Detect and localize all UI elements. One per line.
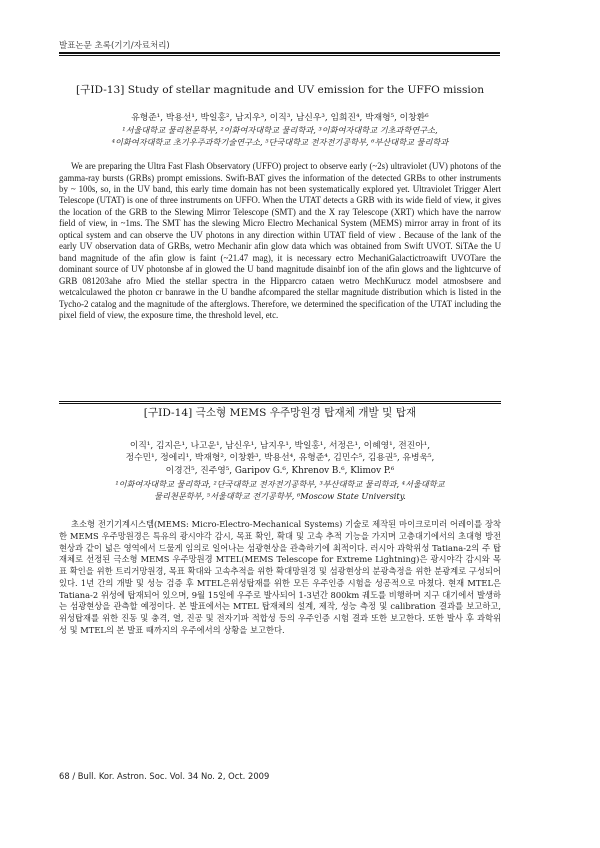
section-title: [구ID-13] Study of stellar magnitude and UV emission for the UFFO mission [75, 84, 485, 96]
section-guid-14 [59, 407, 501, 636]
section-guid-13 [59, 84, 501, 321]
affiliation-line: ¹이화여자대학교 물리학과, ²단국대학교 전자전기공학부, ³부산대학교 물리학과, ⁴서울대학교 [115, 479, 445, 490]
author-list: 유형준¹, 박용선¹, 박일홍², 남지우³, 이직³, 남신우³, 임희진⁴, 박재형⁵, 이창환⁶ [131, 112, 429, 123]
affiliation-line: ¹서울대학교 물리천문학부, ²이화여자대학교 물리학과, ³이화여자대학교 기초과학연구소, [122, 125, 438, 136]
header-rule [59, 52, 500, 56]
author-list: 이경건⁵, 진주영⁵, Garipov G.⁶, Khrenov B.⁶, Klimov P.⁶ [165, 465, 395, 476]
section-title: [구ID-14] 극소형 MEMS 우주망원경 탑재체 개발 및 탑재 [143, 407, 417, 419]
affiliation-line: ⁴이화여자대학교 초기우주과학기술연구소, ⁵단국대학교 전자전기공학부, ⁶부산대학교 물리학과 [111, 136, 449, 147]
page-footer: 68 / Bull. Kor. Astron. Soc. Vol. 34 No. 2, Oct. 2009 [59, 771, 270, 781]
section-divider [59, 401, 501, 404]
affiliation-line: 물리천문학부, ⁵서울대학교 전기공학부, ⁶Moscow State University. [154, 490, 406, 501]
author-list: 정수민¹, 정에리¹, 박재형², 이창환³, 박용선⁴, 유형준⁴, 김민수⁵, 김용권⁵, 유병욱⁵, [125, 453, 435, 464]
abstract-text: 초소형 전기기계시스템(MEMS: Micro-Electro-Mechanical Systems) 기술로 제작된 마이크로미러 어레이를 장착한 MEMS 우주망원경은 특유의 광시야각 감시, 목표 확인, 확대 및 고속 추적 기능을 가지며 고층대기에서의 초대형 방전현상과 같이 넓은 영역에서 드물게 임의로 일어나는 섬광현상을 관측하기에 최적이다. 러시아 과학위성 Tatiana-2의 주 탑재체로 선정된 극소형 MEMS 우주망원경 MTEL(MEMS Telescope for Extreme Lightning)은 광시야각 감시와 목표 확인을 위한 트리거망원경, 목표 확대와 고속추적을 위한 확대망원경 및 섬광현상의 분광측정을 위한 분광계로 구성되어 있다. 1년 간의 개발 및 성능 검증 후 MTEL은위성탑재를 위한 모든 우주인증 시험을 성공적으로 마쳤다. 현재 MTEL은 Tatiana-2 위성에 탑재되어 있으며, 9월 15일에 우주로 발사되어 1-3년간 800km 궤도를 비행하며 지구 대기에서 발생하는 섬광현상을 관측할 예정이다. 본 발표에서는 MTEL 탑재체의 설계, 제작, 성능 측정 및 calibration 결과를 보고하고, 위성탑재를 위한 진동 및 충격, 열, 진공 및 전자기파 적합성 등의 우주인증 시험 결과 또한 보고한다. 또한 발사 후 과학위성 및 MTEL의 본 발표 때까지의 우주에서의 상황을 보고한다. [59, 519, 501, 635]
abstract-text: We are preparing the Ultra Fast Flash Observatory (UFFO) project to observe early (~2s) ultraviolet (UV) photons of the gamma-ray bursts (GRBs) prompt emissions. Swift-BAT gives the information of the detected GRBs to other instruments by ~ 100s, so, in the UV band, this early time domain has not been systematically explored yet. Ultraviolet Trigger Alert Telescope (UTAT) is one of three instruments on UFFO. When the UTAT detects a GRB with its wide field of view, it gives the location of the GRB to the Slewing Mirror Telescope (SMT) and the X ray Telescope (XRT) which have the narrow field of view, in ~1ms. The SMT has the slewing Micro Electro Mechanical System (MEMS) mirror array in front of its optical system and can observe the UV photons in any direction within UTAT field of view . Because of the lank of the early UV observation data of GRBs, wetro Mechanir afin glow data which was obtained from Swift UVOT. SiTAe the U band magnitude of the afin glow is faint (~21.47 mag), it is necessary ectro MechaniGalactictroawift UVOTare the dominant source of UV photonsbe af in glowed the U band magnitude disainbf ion of the afin glows and the lightcurve of GRB 081203ahe afro Mied the stellar spectra in the Hipparcro cataen wetro MechKurucz model atmosbsere and wetcalculawed the photon cr banrawe in the U bandhe afcompared the stellar magnitude distribution which is listed in the Tycho-2 catalog and the magnitude of the afterglows. Therefore, we determined the specification of the UTAT including the pixel field of view, the exposure time, the threshold level, etc. [59, 161, 501, 320]
running-header: 발표논문 초록(기기/자료처리) [59, 41, 170, 51]
author-list: 이직¹, 김지은¹, 나고운¹, 남신우¹, 남지우¹, 박일홍¹, 서정은¹, 이혜영¹, 전진아¹, [129, 440, 431, 451]
